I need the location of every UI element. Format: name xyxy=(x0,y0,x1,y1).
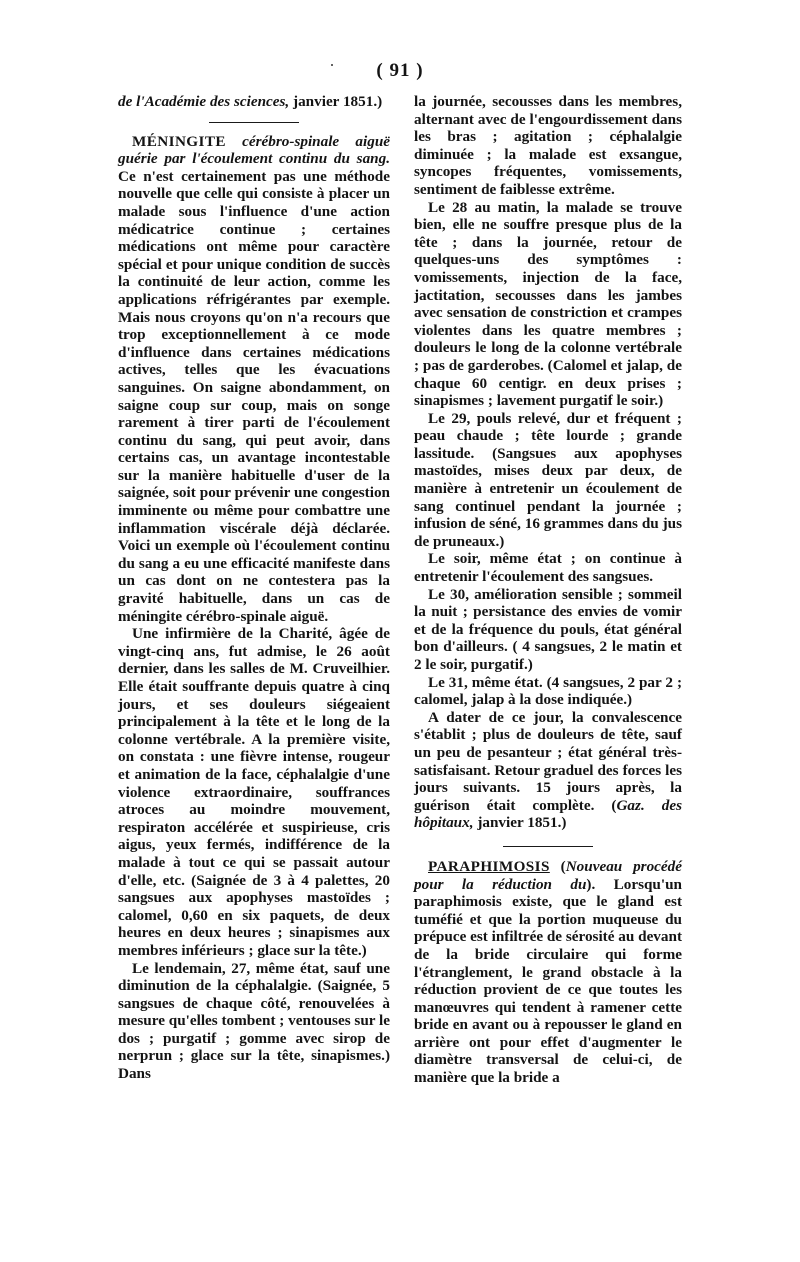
intro-citation xyxy=(118,93,390,111)
section-divider xyxy=(209,122,299,123)
case-paragraph: la journée, secousses dans les membres, alternant avec de l'engourdissement dans les bras ; agitation ; céphalalgie diminuée ; la malade est exsangue, syncopes fréquentes, vomissements, sentiment de faiblesse extrême. xyxy=(414,93,682,198)
case-paragraph: Le 28 au matin, la malade se trouve bien, elle ne souffre presque plus de la tête ; dans la journée, retour de quelques-uns des symptômes : vomissements, injection de la face, jactitation, secousses dans les jambes avec sensation de constriction et crampes violentes dans les quatre membres ; douleurs le long de la colonne vertébrale ; pas de garderobes. (Calomel et jalap, de chaque 60 centigr. en deux prises ; sinapismes ; lavement purgatif le soir.) xyxy=(414,198,682,410)
case-paragraph: Le soir, même état ; on continue à entretenir l'écoulement des sangsues. xyxy=(414,550,682,586)
page-number: ( 91 ) xyxy=(376,60,424,81)
section-heading-meningite: MÉNINGITE xyxy=(132,132,226,150)
section-body-paraphimosis: Lorsqu'un paraphimosis existe, que le gland est tuméfié et que la portion muqueuse du prépuce est infiltrée de sérosité au devant de la bride circulaire qui forme l'étranglement, le grand obstacle à la réduction provient de ce que toutes les manœuvres qui tendent à ramener cette bride en avant ou à repousser le gland en arrière ont pour effet d'augmenter le diamètre transversal de celui-ci, de manière que la bride a xyxy=(414,875,682,1087)
meningite-paragraph xyxy=(118,133,390,626)
section-body-meningite: Ce n'est certainement pas une méthode nouvelle que celle qui consiste à placer un malade sous l'influence d'une action médicatrice continue ; certaines médications ont même pour caractère spécial et pour unique condition de succès la continuité de leur action, comme les applications réfrigérantes par exemple. Mais nous croyons qu'on n'a recours que trop exceptionnellement à ce mode d'influence dans certaines médications actives, telles que les évacuations sanguines. On saigne abondamment, on saigne coup sur coup, mais on songe rarement à tirer parti de l'écoulement continu du sang, qui peut avoir, dans certains cas, un avantage incontestable sur la manière habituelle d'user de la saignée, soit pour prévenir une congestion imminente ou même pour combattre une inflammation viscérale déjà déclarée. Voici un exemple où l'écoulement continu du sang a eu une efficacité manifeste dans un cas dont on ne contestera pas la gravité habituelle, dans un cas de méningite cérébro-spinale aiguë. xyxy=(118,167,390,625)
section-divider xyxy=(503,846,593,847)
subtitle-open-paren: ( xyxy=(549,857,566,875)
case-paragraph: Le 29, pouls relevé, dur et fréquent ; peau chaude ; tête lourde ; grande lassitude. (Sangsues aux apophyses mastoïdes, mises deux par deux, de manière à entretenir un écoulement de sang continuel pendant la journée ; infusion de séné, 16 grammes dans du jus de pruneaux.) xyxy=(414,409,682,550)
case-paragraph: Une infirmière de la Charité, âgée de vingt-cinq ans, fut admise, le 26 août dernier, dans les salles de M. Cruveilhier. Elle était souffrante depuis quatre à cinq jours, et ses douleurs siégeaient principalement à la tête et le long de la colonne vertébrale. A la première visite, on constata : une fièvre intense, rougeur et animation de la face, céphalalgie d'une violence extraordinaire, souffrances atroces au moindre mouvement, respiraton accélérée et suspirieuse, cris aigus, yeux fermés, indifférence de la malade à tout ce qui se passait autour d'elle, etc. (Saignée de 3 à 4 palettes, 20 sangsues aux apophyses mastoïdes ; calomel, 0,60 en six paquets, de deux heures en deux heures ; sinapismes aux membres inférieurs ; glace sur la tête.) xyxy=(118,625,390,959)
case-conclusion-paragraph xyxy=(414,709,682,832)
intro-source: de l'Académie des sciences, xyxy=(118,93,290,110)
case-paragraph: Le 30, amélioration sensible ; sommeil la nuit ; persistance des envies de vomir et de la fréquence du pouls, état général bon d'ailleurs. ( 4 sangsues, 2 le matin et 2 le soir, purgatif.) xyxy=(414,585,682,673)
case-paragraph: Le lendemain, 27, même état, sauf une diminution de la céphalalgie. (Saignée, 5 sangsues de chaque côté, renouvelées à mesure qu'elles tombent ; ventouses sur le dos ; purgatif ; gomme avec sirop de nerprun ; glace sur la tête, sinapismes.) Dans xyxy=(118,959,390,1083)
section-subtitle-meningite: cérébro-spinale aiguë guérie par l'écoulement continu du sang. xyxy=(118,132,391,168)
case-paragraph: Le 31, même état. (4 sangsues, 2 par 2 ; calomel, jalap à la dose indiquée.) xyxy=(414,673,682,709)
right-column xyxy=(414,93,682,1087)
section-subtitle-paraphimosis: Nouveau procédé pour la réduction du xyxy=(414,857,682,893)
intro-date: janvier 1851.) xyxy=(289,93,383,110)
paraphimosis-paragraph xyxy=(414,858,682,1087)
conclusion-text: A dater de ce jour, la convalescence s'établit ; plus de douleurs de tête, sauf un peu de pesanteur ; état général très-satisfaisant. Retour graduel des forces les jours suivants. 15 jours après, la guérison était complète. ( xyxy=(414,708,682,814)
source-title: Gaz. des hôpitaux, xyxy=(414,796,682,832)
left-column xyxy=(118,93,390,1083)
subtitle-close-paren: ). xyxy=(586,875,614,893)
section-heading-paraphimosis: PARAPHIMOSIS xyxy=(428,857,550,875)
source-date: janvier 1851.) xyxy=(473,814,567,832)
